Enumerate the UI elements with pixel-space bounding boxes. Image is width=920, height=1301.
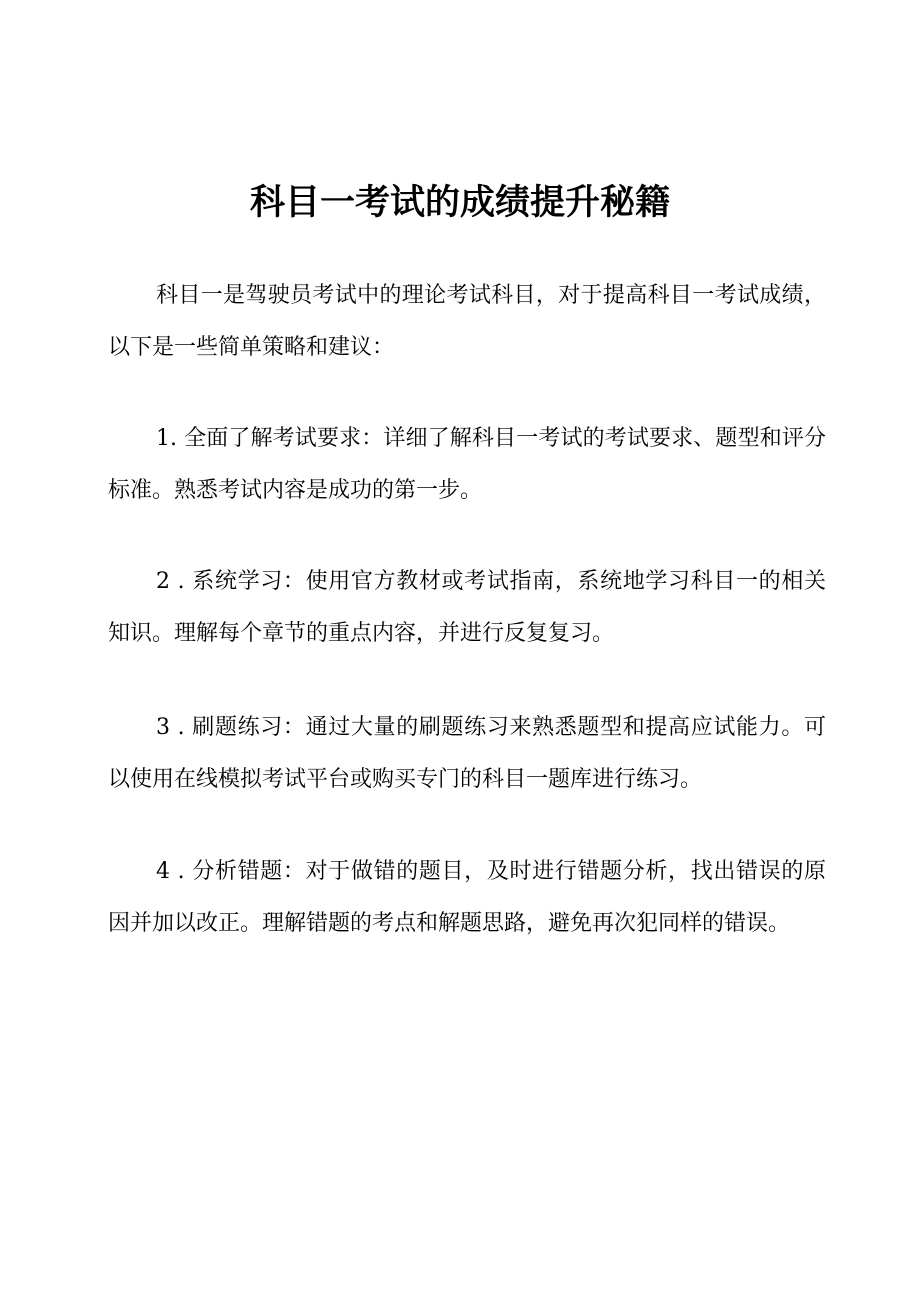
document-title: 科目一考试的成绩提升秘籍 [249,183,670,223]
list-item-4: 4 . 分析错题：对于做错的题目，及时进行错题分析，找出错误的原因并加以改正。理解错题的考点和解题思路，避免再次犯同样的错误。 [108,859,826,936]
list-item-1: 1. 全面了解考试要求：详细了解科目一考试的考试要求、题型和评分标准。熟悉考试内容是成功的第一步。 [108,426,826,503]
intro-paragraph: 科目一是驾驶员考试中的理论考试科目，对于提高科目一考试成绩，以下是一些简单策略和建议： [108,283,826,360]
list-item-2: 2 . 系统学习：使用官方教材或考试指南，系统地学习科目一的相关知识。理解每个章节的重点内容，并进行反复复习。 [108,569,826,646]
list-item-3: 3 . 刷题练习：通过大量的刷题练习来熟悉题型和提高应试能力。可以使用在线模拟考试平台或购买专门的科目一题库进行练习。 [108,715,826,792]
